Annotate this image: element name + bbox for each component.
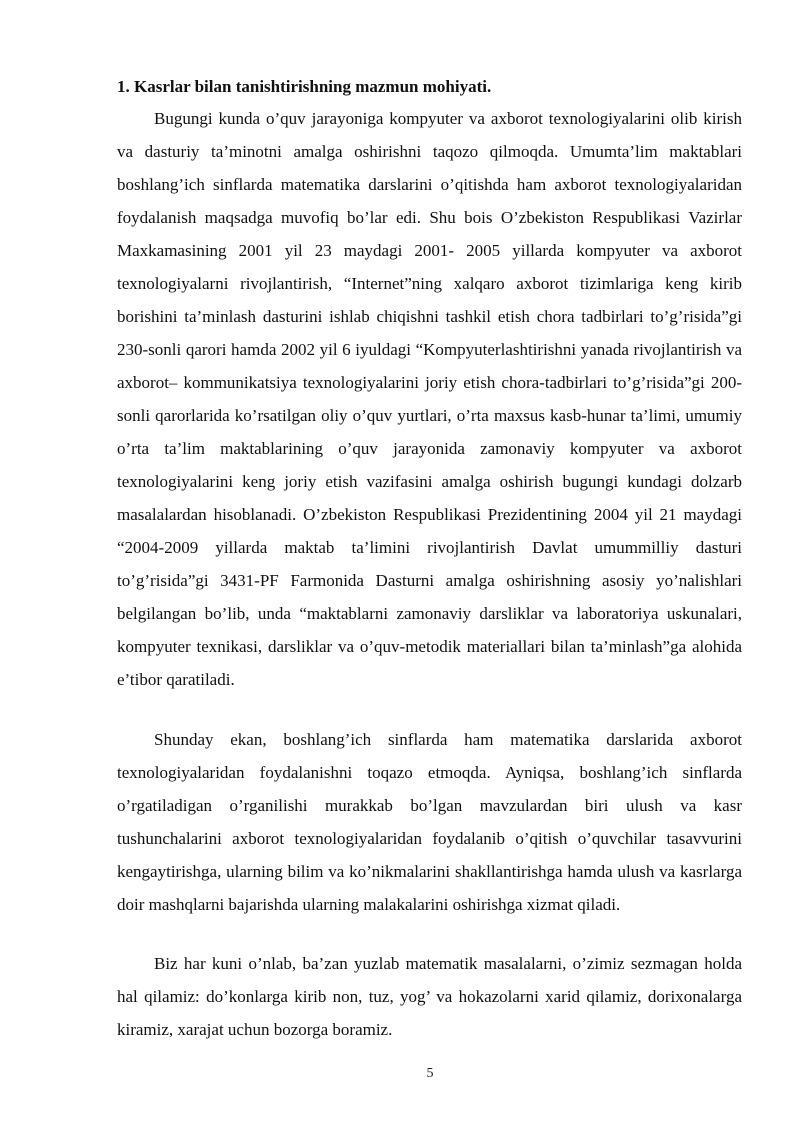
paragraph-3: Biz har kuni o’nlab, ba’zan yuzlab matematik masalalarni, o’zimiz sezmagan holda hal qilamiz: do’konlarga kirib non, tuz, yog’ va hokazolarni xarid qilamiz, dorixonalarga kiramiz, xarajat uchun bozorga boramiz. [117,954,742,1039]
paragraph-2: Shunday ekan, boshlang’ich sinflarda ham matematika darslarida axborot texnologiyalaridan foydalanishni toqazo etmoqda. Ayniqsa, boshlang’ich sinflarda o’rgatiladigan o’rganilishi murakkab bo’lgan mavzulardan biri ulush va kasr tushunchalarini axborot texnologiyalaridan foydalanib o’qitish o’quvchilar tasavvurini kengaytirishga, ularning bilim va ko’nikmalarini shakllantirishga hamda ulush va kasrlarga doir mashqlarni bajarishda ularning malakalarini oshirishga xizmat qiladi. [117,730,742,914]
paragraph-1: Bugungi kunda o’quv jarayoniga kompyuter va axborot texnologiyalarini olib kirish va dasturiy ta’minotni amalga oshirishni taqozo qilmoqda. Umumta’lim maktablari boshlang’ich sinflarda matematika darslarini o’qitishda ham axborot texnologiyalaridan foydalanish maqsadga muvofiq bo’lar edi. Shu bois O’zbekiston Respublikasi Vazirlar Maxkamasining 2001 yil 23 maydagi 2001- 2005 yillarda kompyuter va axborot texnologiyalarni rivojlantirish, “Internet”ning xalqaro axborot tizimlariga keng kirib borishini ta’minlash dasturini ishlab chiqishni tashkil etish chora tadbirlari to’g’risida”gi 230-sonli qarori hamda 2002 yil 6 iyuldagi “Kompyuterlashtirishni yanada rivojlantirish va axborot– kommunikatsiya texnologiyalarini joriy etish chora-tadbirlari to’g’risida”gi 200- sonli qarorlarida ko’rsatilgan oliy o’quv yurtlari, o’rta maxsus kasb-hunar ta’limi, umumiy o’rta ta’lim maktablarining o’quv jarayonida zamonaviy kompyuter va axborot texnologiyalarini keng joriy etish vazifasini amalga oshirish bugungi kundagi dolzarb masalalardan hisoblanadi. O’zbekiston Respublikasi Prezidentining 2004 yil 21 maydagi “2004-2009 yillarda maktab ta’limini rivojlantirish Davlat umummilliy dasturi to’g’risida”gi 3431-PF Farmonida Dasturni amalga oshirishning asosiy yo’nalishlari belgilangan bo’lib, unda “maktablarni zamonaviy darsliklar va laboratoriya uskunalari, kompyuter texnikasi, darsliklar va o’quv-metodik materiallari bilan ta’minlash”ga alohida e’tibor qaratiladi. [117,109,742,689]
section-heading: 1. Kasrlar bilan tanishtirishning mazmun mohiyati. [117,77,492,96]
page-number: 5 [426,1066,434,1081]
